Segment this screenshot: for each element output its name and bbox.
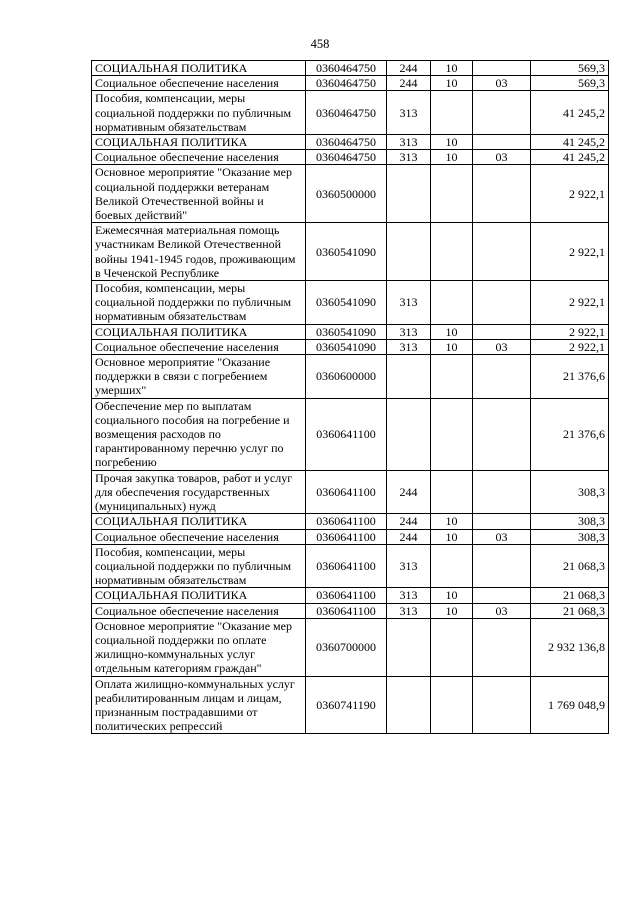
row-expense-type-cell: 244: [387, 470, 431, 514]
row-subsection-cell: [473, 544, 531, 588]
table-row: [92, 618, 609, 676]
row-name-cell: Прочая закупка товаров, работ и услуг для обеспечения государственных (муниципальных) нужд: [92, 470, 306, 514]
row-name-cell: Основное мероприятие "Оказание мер социальной поддержки ветеранам Великой Отечественной войны и боевых действий": [92, 165, 306, 223]
row-target-code-cell: 0360641100: [306, 603, 387, 618]
page-number: 458: [310, 37, 330, 51]
row-name-cell: СОЦИАЛЬНАЯ ПОЛИТИКА: [92, 324, 306, 339]
row-amount-cell: 1 769 048,9: [531, 676, 609, 734]
row-expense-type-cell: [387, 165, 431, 223]
row-target-code-cell: 0360541090: [306, 281, 387, 325]
row-section-cell: 10: [431, 514, 473, 529]
row-name-cell: Основное мероприятие "Оказание мер социальной поддержки по оплате жилищно-коммунальных услуг отдельным категориям граждан": [92, 618, 306, 676]
row-name-cell: Пособия, компенсации, меры социальной поддержки по публичным нормативным обязательствам: [92, 281, 306, 325]
row-amount-cell: 308,3: [531, 514, 609, 529]
row-amount-cell: 2 922,1: [531, 324, 609, 339]
row-amount-cell: 2 922,1: [531, 281, 609, 325]
row-subsection-cell: [473, 618, 531, 676]
table-row: [92, 529, 609, 544]
row-section-cell: [431, 281, 473, 325]
row-target-code-cell: 0360600000: [306, 355, 387, 399]
row-target-code-cell: 0360464750: [306, 61, 387, 76]
row-amount-cell: 21 068,3: [531, 544, 609, 588]
table-row: [92, 165, 609, 223]
row-subsection-cell: [473, 91, 531, 135]
row-amount-cell: 308,3: [531, 470, 609, 514]
row-subsection-cell: 03: [473, 529, 531, 544]
row-section-cell: 10: [431, 135, 473, 150]
row-section-cell: 10: [431, 588, 473, 603]
row-target-code-cell: 0360641100: [306, 544, 387, 588]
row-section-cell: [431, 91, 473, 135]
table-row: [92, 281, 609, 325]
row-target-code-cell: 0360641100: [306, 588, 387, 603]
row-amount-cell: 21 068,3: [531, 588, 609, 603]
row-subsection-cell: [473, 676, 531, 734]
row-target-code-cell: 0360700000: [306, 618, 387, 676]
row-section-cell: 10: [431, 324, 473, 339]
row-amount-cell: 2 922,1: [531, 223, 609, 281]
row-name-cell: Основное мероприятие "Оказание поддержки в связи с погребением умерших": [92, 355, 306, 399]
row-section-cell: 10: [431, 76, 473, 91]
row-expense-type-cell: 313: [387, 324, 431, 339]
row-name-cell: СОЦИАЛЬНАЯ ПОЛИТИКА: [92, 588, 306, 603]
row-subsection-cell: [473, 355, 531, 399]
row-amount-cell: 41 245,2: [531, 91, 609, 135]
row-amount-cell: 569,3: [531, 76, 609, 91]
row-section-cell: 10: [431, 61, 473, 76]
table-row: [92, 61, 609, 76]
row-section-cell: [431, 470, 473, 514]
row-subsection-cell: 03: [473, 339, 531, 354]
row-expense-type-cell: 313: [387, 544, 431, 588]
table-row: [92, 324, 609, 339]
table-row: [92, 91, 609, 135]
row-section-cell: [431, 223, 473, 281]
table-row: [92, 355, 609, 399]
row-expense-type-cell: 313: [387, 339, 431, 354]
row-amount-cell: 21 376,6: [531, 398, 609, 470]
row-expense-type-cell: [387, 398, 431, 470]
row-subsection-cell: [473, 514, 531, 529]
row-target-code-cell: 0360464750: [306, 76, 387, 91]
row-target-code-cell: 0360464750: [306, 135, 387, 150]
row-amount-cell: 308,3: [531, 529, 609, 544]
row-target-code-cell: 0360541090: [306, 339, 387, 354]
row-expense-type-cell: [387, 676, 431, 734]
row-target-code-cell: 0360641100: [306, 529, 387, 544]
row-expense-type-cell: 244: [387, 514, 431, 529]
table-row: [92, 588, 609, 603]
row-amount-cell: 569,3: [531, 61, 609, 76]
row-expense-type-cell: 313: [387, 150, 431, 165]
row-name-cell: Социальное обеспечение населения: [92, 603, 306, 618]
row-name-cell: Пособия, компенсации, меры социальной поддержки по публичным нормативным обязательствам: [92, 544, 306, 588]
row-section-cell: [431, 398, 473, 470]
table-row: [92, 339, 609, 354]
row-target-code-cell: 0360464750: [306, 91, 387, 135]
row-name-cell: Социальное обеспечение населения: [92, 529, 306, 544]
row-amount-cell: 41 245,2: [531, 135, 609, 150]
row-section-cell: [431, 544, 473, 588]
row-section-cell: 10: [431, 529, 473, 544]
row-target-code-cell: 0360741190: [306, 676, 387, 734]
row-amount-cell: 2 922,1: [531, 339, 609, 354]
table-row: [92, 603, 609, 618]
row-subsection-cell: 03: [473, 603, 531, 618]
row-amount-cell: 21 068,3: [531, 603, 609, 618]
row-expense-type-cell: 313: [387, 281, 431, 325]
row-subsection-cell: [473, 223, 531, 281]
row-target-code-cell: 0360541090: [306, 324, 387, 339]
row-section-cell: 10: [431, 339, 473, 354]
row-subsection-cell: [473, 324, 531, 339]
row-subsection-cell: [473, 135, 531, 150]
table-row: [92, 150, 609, 165]
row-subsection-cell: 03: [473, 76, 531, 91]
row-expense-type-cell: [387, 223, 431, 281]
row-expense-type-cell: 313: [387, 603, 431, 618]
row-name-cell: Социальное обеспечение населения: [92, 150, 306, 165]
row-name-cell: СОЦИАЛЬНАЯ ПОЛИТИКА: [92, 514, 306, 529]
table-row: [92, 223, 609, 281]
table-row: [92, 76, 609, 91]
row-subsection-cell: [473, 281, 531, 325]
row-expense-type-cell: 244: [387, 76, 431, 91]
row-expense-type-cell: 313: [387, 135, 431, 150]
table-row: [92, 514, 609, 529]
table-row: [92, 398, 609, 470]
row-expense-type-cell: 244: [387, 529, 431, 544]
row-subsection-cell: [473, 165, 531, 223]
table-row: [92, 135, 609, 150]
row-name-cell: СОЦИАЛЬНАЯ ПОЛИТИКА: [92, 61, 306, 76]
row-amount-cell: 2 932 136,8: [531, 618, 609, 676]
row-name-cell: Ежемесячная материальная помощь участникам Великой Отечественной войны 1941-1945 годов, проживающим в Чеченской Республике: [92, 223, 306, 281]
row-section-cell: 10: [431, 150, 473, 165]
row-target-code-cell: 0360464750: [306, 150, 387, 165]
row-name-cell: Оплата жилищно-коммунальных услуг реабилитированным лицам и лицам, признанным пострадавшими от политических репрессий: [92, 676, 306, 734]
budget-table-body: [92, 61, 609, 734]
row-subsection-cell: [473, 398, 531, 470]
row-section-cell: [431, 676, 473, 734]
row-name-cell: Обеспечение мер по выплатам социального пособия на погребение и возмещения расходов по гарантированному перечню услуг по погребению: [92, 398, 306, 470]
row-target-code-cell: 0360641100: [306, 398, 387, 470]
row-subsection-cell: [473, 61, 531, 76]
row-name-cell: Пособия, компенсации, меры социальной поддержки по публичным нормативным обязательствам: [92, 91, 306, 135]
row-name-cell: СОЦИАЛЬНАЯ ПОЛИТИКА: [92, 135, 306, 150]
row-target-code-cell: 0360641100: [306, 514, 387, 529]
row-name-cell: Социальное обеспечение населения: [92, 339, 306, 354]
row-expense-type-cell: [387, 618, 431, 676]
table-row: [92, 544, 609, 588]
row-section-cell: 10: [431, 603, 473, 618]
row-subsection-cell: [473, 588, 531, 603]
row-subsection-cell: 03: [473, 150, 531, 165]
row-section-cell: [431, 618, 473, 676]
row-target-code-cell: 0360541090: [306, 223, 387, 281]
row-amount-cell: 41 245,2: [531, 150, 609, 165]
row-section-cell: [431, 165, 473, 223]
row-expense-type-cell: 313: [387, 588, 431, 603]
row-expense-type-cell: 313: [387, 91, 431, 135]
row-amount-cell: 21 376,6: [531, 355, 609, 399]
row-amount-cell: 2 922,1: [531, 165, 609, 223]
row-name-cell: Социальное обеспечение населения: [92, 76, 306, 91]
row-target-code-cell: 0360500000: [306, 165, 387, 223]
row-target-code-cell: 0360641100: [306, 470, 387, 514]
table-row: [92, 676, 609, 734]
table-row: [92, 470, 609, 514]
row-expense-type-cell: [387, 355, 431, 399]
budget-table: [91, 60, 609, 734]
row-expense-type-cell: 244: [387, 61, 431, 76]
row-section-cell: [431, 355, 473, 399]
row-subsection-cell: [473, 470, 531, 514]
